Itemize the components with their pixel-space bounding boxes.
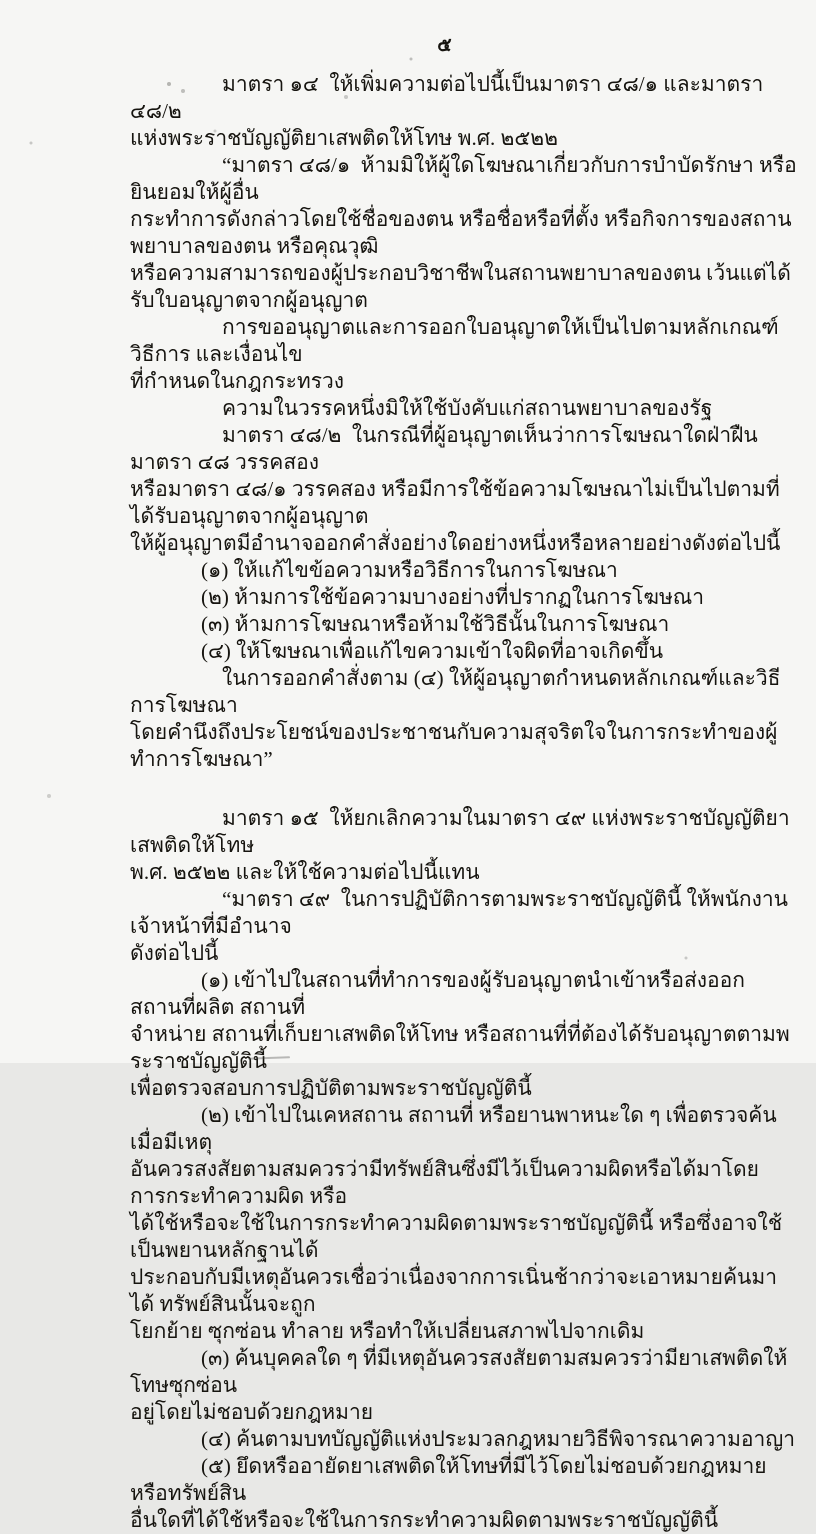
text-line: มาตรา ๔๘/๒ ในกรณีที่ผู้อนุญาตเห็นว่าการโฆษณาใดฝ่าฝืนมาตรา ๔๘ วรรคสอง xyxy=(130,423,758,474)
text-line: “มาตรา ๔๙ ในการปฏิบัติการตามพระราชบัญญัตินี้ ให้พนักงานเจ้าหน้าที่มีอำนาจ xyxy=(130,887,789,938)
text-line: “มาตรา ๔๘/๑ ห้ามมิให้ผู้ใดโฆษณาเกี่ยวกับการบำบัดรักษา หรือยินยอมให้ผู้อื่น xyxy=(130,153,797,204)
text-line: อื่นใดที่ได้ใช้หรือจะใช้ในการกระทำความผิดตามพระราชบัญญัตินี้ xyxy=(130,1508,719,1532)
text-line: (๒) ห้ามการใช้ข้อความบางอย่างที่ปรากฏในการโฆษณา xyxy=(201,585,705,609)
text-line: (๕) ยึดหรืออายัดยาเสพติดให้โทษที่มีไว้โดยไม่ชอบด้วยกฎหมาย หรือทรัพย์สิน xyxy=(130,1454,772,1505)
text-line: อันควรสงสัยตามสมควรว่ามีทรัพย์สินซึ่งมีไว้เป็นความผิดหรือได้มาโดยการกระทำความผิด หรือ xyxy=(130,1157,759,1208)
text-line: อยู่โดยไม่ชอบด้วยกฎหมาย xyxy=(130,1400,374,1424)
text-line: ดังต่อไปนี้ xyxy=(130,941,219,965)
text-line: หรือมาตรา ๔๘/๑ วรรคสอง หรือมีการใช้ข้อความโฆษณาไม่เป็นไปตามที่ได้รับอนุญาตจากผู้อนุญาต xyxy=(130,477,780,528)
text-line: (๔) ให้โฆษณาเพื่อแก้ไขความเข้าใจผิดที่อาจเกิดขึ้น xyxy=(201,639,664,663)
text-line: โยกย้าย ซุกซ่อน ทำลาย หรือทำให้เปลี่ยนสภาพไปจากเดิม xyxy=(130,1319,645,1343)
text-line: (๓) ค้นบุคคลใด ๆ ที่มีเหตุอันควรสงสัยตามสมควรว่ามียาเสพติดให้โทษซุกซ่อน xyxy=(130,1346,788,1397)
text-line: พ.ศ. ๒๕๒๒ และให้ใช้ความต่อไปนี้แทน xyxy=(130,860,480,884)
text-line: แห่งพระราชบัญญัติยาเสพติดให้โทษ พ.ศ. ๒๕๒๒ xyxy=(130,126,558,150)
text-line: (๓) ห้ามการโฆษณาหรือห้ามใช้วิธีนั้นในการโฆษณา xyxy=(201,612,670,636)
document-body xyxy=(130,71,798,1534)
text-line: ความในวรรคหนึ่งมิให้ใช้บังคับแก่สถานพยาบาลของรัฐ xyxy=(222,396,713,420)
text-line: โดยคำนึงถึงประโยชน์ของประชาชนกับความสุจริตใจในการกระทำของผู้ทำการโฆษณา” xyxy=(130,720,778,771)
text-line: มาตรา ๑๔ ให้เพิ่มความต่อไปนี้เป็นมาตรา ๔๘/๑ และมาตรา ๔๘/๒ xyxy=(130,72,769,123)
scan-speckles xyxy=(0,0,2,2)
text-line: กระทำการดังกล่าวโดยใช้ชื่อของตน หรือชื่อหรือที่ตั้ง หรือกิจการของสถานพยาบาลของตน หรือคุณวุฒิ xyxy=(130,207,792,258)
text-line: (๒) เข้าไปในเคหสถาน สถานที่ หรือยานพาหนะใด ๆ เพื่อตรวจค้นเมื่อมีเหตุ xyxy=(130,1103,777,1154)
text-line: การขออนุญาตและการออกใบอนุญาตให้เป็นไปตามหลักเกณฑ์ วิธีการ และเงื่อนไข xyxy=(130,315,784,366)
text-line: จำหน่าย สถานที่เก็บยาเสพติดให้โทษ หรือสถานที่ที่ต้องได้รับอนุญาตตามพระราชบัญญัตินี้ xyxy=(130,1022,790,1073)
text-line: ประกอบกับมีเหตุอันควรเชื่อว่าเนื่องจากการเนิ่นช้ากว่าจะเอาหมายค้นมาได้ ทรัพย์สินนั้นจะถูก xyxy=(130,1265,778,1316)
text-line: ที่กำหนดในกฎกระทรวง xyxy=(130,369,345,393)
text-line: ให้ผู้อนุญาตมีอำนาจออกคำสั่งอย่างใดอย่างหนึ่งหรือหลายอย่างดังต่อไปนี้ xyxy=(130,531,781,555)
text-line: ได้ใช้หรือจะใช้ในการกระทำความผิดตามพระราชบัญญัตินี้ หรือซึ่งอาจใช้เป็นพยานหลักฐานได้ xyxy=(130,1211,783,1262)
page-number: ๕ xyxy=(437,35,453,56)
text-line: มาตรา ๑๕ ให้ยกเลิกความในมาตรา ๔๙ แห่งพระราชบัญญัติยาเสพติดให้โทษ xyxy=(130,806,790,857)
text-line: (๑) เข้าไปในสถานที่ทำการของผู้รับอนุญาตนำเข้าหรือส่งออก สถานที่ผลิต สถานที่ xyxy=(130,968,751,1019)
text-line: หรือความสามารถของผู้ประกอบวิชาชีพในสถานพยาบาลของตน เว้นแต่ได้รับใบอนุญาตจากผู้อนุญาต xyxy=(130,261,791,312)
text-line: ในการออกคำสั่งตาม (๔) ให้ผู้อนุญาตกำหนดหลักเกณฑ์และวิธีการโฆษณา xyxy=(130,666,781,717)
text-line: (๑) ให้แก้ไขข้อความหรือวิธีการในการโฆษณา xyxy=(201,558,618,582)
text-line: (๔) ค้นตามบทบัญญัติแห่งประมวลกฎหมายวิธีพิจารณาความอาญา xyxy=(201,1427,796,1451)
text-line: เพื่อตรวจสอบการปฏิบัติตามพระราชบัญญัตินี้ xyxy=(130,1076,532,1100)
